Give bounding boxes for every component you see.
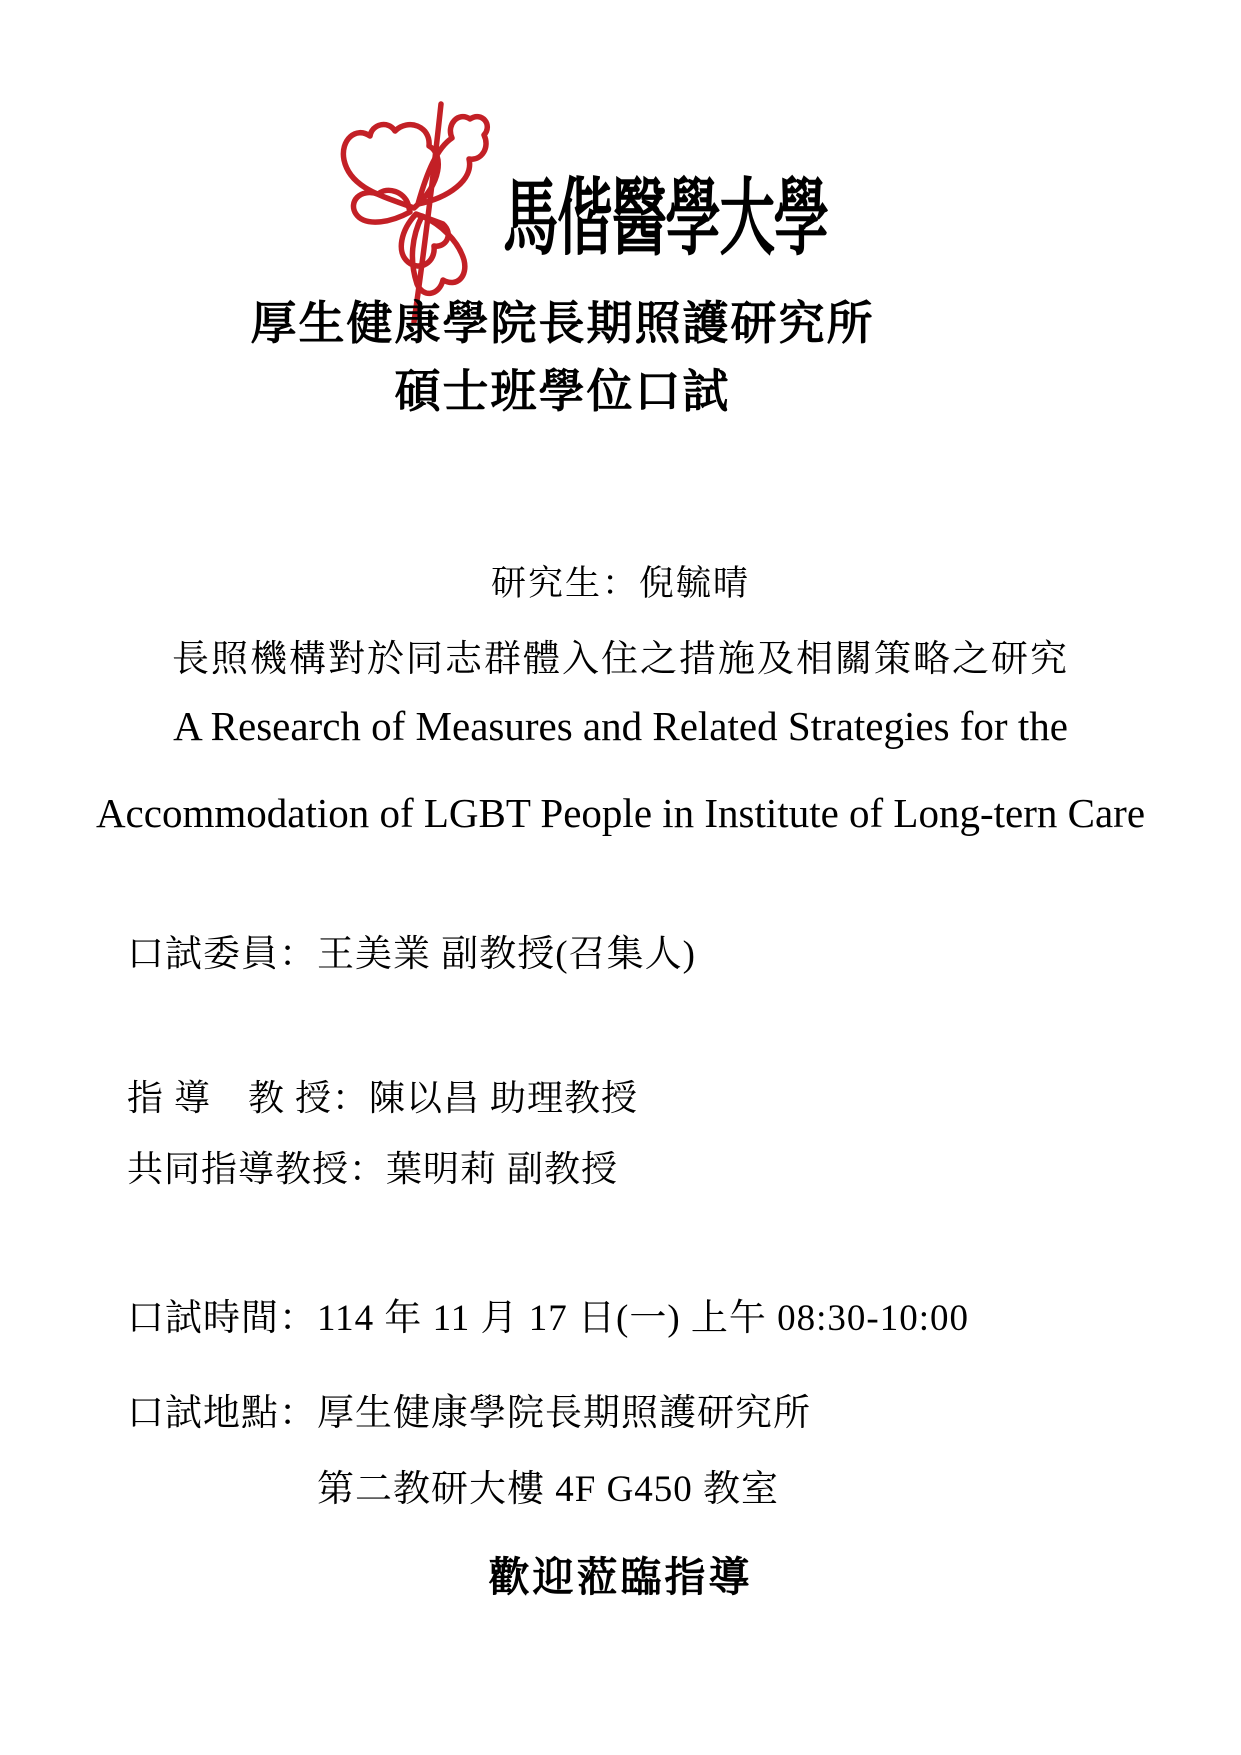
thesis-title-zh: 長照機構對於同志群體入住之措施及相關策略之研究	[172, 639, 1069, 680]
flower-strokes	[343, 104, 487, 322]
exam-time-line: 口試時間：114 年 11 月 17 日(一) 上午 08:30-10:00	[127, 1298, 970, 1339]
flower-logo-icon	[338, 98, 496, 330]
thesis-title-en-line1: A Research of Measures and Related Strategies for the	[173, 703, 1068, 749]
thesis-title-en-line2: Accommodation of LGBT People in Institute of Long-tern Care	[95, 790, 1146, 836]
committee-line: 口試委員：王美業 副教授(召集人)	[127, 934, 696, 975]
advisor-line: 指 導 教 授：陳以昌 助理教授	[127, 1078, 639, 1118]
exam-room-line: 第二教研大樓 4F G450 教室	[317, 1469, 780, 1510]
university-name-calligraphy: 馬偕醫學大學	[503, 173, 828, 266]
exam-type-title: 碩士班學位口試	[394, 366, 731, 417]
welcome-line: 歡迎蒞臨指導	[488, 1554, 753, 1600]
student-name-line: 研究生：倪毓晴	[490, 564, 750, 603]
exam-location-line: 口試地點：厚生健康學院長期照護研究所	[127, 1393, 811, 1434]
institute-title: 厚生健康學院長期照護研究所	[250, 298, 875, 349]
co-advisor-line: 共同指導教授：葉明莉 副教授	[127, 1149, 619, 1189]
